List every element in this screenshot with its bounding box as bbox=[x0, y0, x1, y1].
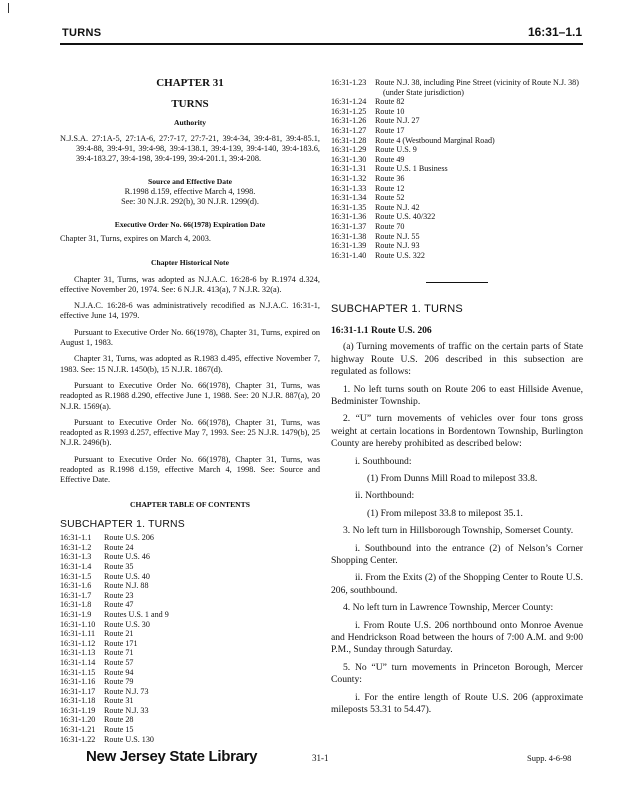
paragraph-4-i: i. From Route U.S. 206 northbound onto Monroe Avenue and Hendrickson Road between the hours of 7:00 A.M. and 9:00 P.M., Sunday through Saturday. bbox=[331, 619, 583, 656]
toc-entry[interactable] bbox=[60, 543, 320, 553]
toc-section-title: Route U.S. 130 bbox=[104, 734, 154, 744]
source-line: R.1998 d.159, effective March 4, 1998. bbox=[124, 187, 256, 197]
toc-entry[interactable] bbox=[331, 164, 583, 174]
toc-section-number: 16:31-1.35 bbox=[331, 202, 367, 212]
toc-section-number: 16:31-1.33 bbox=[331, 183, 367, 193]
paragraph-3-i: i. Southbound into the entrance (2) of Nelson’s Corner Shopping Center. bbox=[331, 542, 583, 566]
toc-entry[interactable] bbox=[60, 572, 320, 582]
toc-section-title: Route N.J. 55 bbox=[375, 231, 420, 241]
section-title: 16:31-1.1 Route U.S. 206 bbox=[331, 325, 432, 337]
toc-entry[interactable] bbox=[331, 136, 583, 146]
toc-section-title: Route 4 (Westbound Marginal Road) bbox=[375, 135, 495, 145]
toc-entry[interactable] bbox=[60, 629, 320, 639]
toc-section-number: 16:31-1.6 bbox=[60, 581, 92, 591]
toc-section-title: Route 21 bbox=[104, 629, 134, 639]
toc-section-number: 16:31-1.7 bbox=[60, 590, 92, 600]
toc-section-title: Route U.S. 206 bbox=[104, 533, 154, 543]
toc-entry[interactable] bbox=[331, 222, 583, 232]
toc-entry[interactable] bbox=[60, 677, 320, 687]
authority-heading: Authority bbox=[173, 117, 207, 127]
library-stamp: New Jersey State Library bbox=[86, 748, 258, 765]
toc-section-title: Route 71 bbox=[104, 648, 134, 658]
toc-entry[interactable] bbox=[331, 241, 583, 251]
toc-section-number: 16:31-1.34 bbox=[331, 193, 367, 203]
toc-section-title: Route U.S. 30 bbox=[104, 619, 150, 629]
authority-text: N.J.S.A. 27:1A-5, 27:1A-6, 27:7-17, 27:7-21, 39:4-34, 39:4-81, 39:4-85.1, 39:4-88, 39:4-91, 39:4-98, 39:4-138.1, 39:4-139, 39:4-140, 39:4-183.6, 39:4-183.27, 39:4-198, 39:4-199, 39:4-201.1, 39:4-208. bbox=[60, 133, 320, 164]
toc-section-number: 16:31-1.20 bbox=[60, 715, 96, 725]
toc-section-number: 16:31-1.38 bbox=[331, 231, 367, 241]
toc-entry[interactable] bbox=[60, 725, 320, 735]
toc-section-number: 16:31-1.39 bbox=[331, 241, 367, 251]
toc-entry[interactable] bbox=[60, 533, 320, 543]
paragraph-2-i-1: (1) From Dunns Mill Road to milepost 33.8. bbox=[367, 472, 538, 484]
toc-section-number: 16:31-1.24 bbox=[331, 97, 367, 107]
toc-entry[interactable] bbox=[331, 184, 583, 194]
toc-entry[interactable] bbox=[60, 735, 320, 745]
toc-section-number: 16:31-1.27 bbox=[331, 125, 367, 135]
toc-section-title: Route 49 bbox=[375, 154, 405, 164]
toc-section-number: 16:31-1.18 bbox=[60, 696, 96, 706]
toc-section-title: Routes U.S. 1 and 9 bbox=[104, 609, 169, 619]
toc-entry[interactable] bbox=[60, 687, 320, 697]
toc-section-title: Route U.S. 40/322 bbox=[375, 212, 436, 222]
eo-text: Chapter 31, Turns, expires on March 4, 2003. bbox=[60, 233, 211, 243]
paragraph-2: 2. “U” turn movements of vehicles over four tons gross weight at certain locations in Bordentown Township, Burlington County are hereby prohibited as described below: bbox=[331, 413, 583, 450]
history-note: Chapter 31, Turns, was adopted as N.J.A.C. 16:28-6 by R.1974 d.324, effective November 20, 1974. See: 6 N.J.R. 413(a), 7 N.J.R. 32(a). bbox=[60, 274, 320, 294]
toc-entry[interactable] bbox=[60, 562, 320, 572]
toc-entry[interactable] bbox=[60, 706, 320, 716]
toc-entry[interactable] bbox=[331, 193, 583, 203]
history-note: Pursuant to Executive Order No. 66(1978), Chapter 31, Turns, was readopted as R.1998 d.159, effective March 4, 1998. See: Source and Effective Date. bbox=[60, 454, 320, 485]
toc-heading: CHAPTER TABLE OF CONTENTS bbox=[130, 499, 250, 509]
toc-section-title: Route N.J. 42 bbox=[375, 202, 420, 212]
toc-entry[interactable] bbox=[331, 251, 583, 261]
paragraph-2-ii-1: (1) From milepost 33.8 to milepost 35.1. bbox=[367, 507, 523, 519]
toc-entry[interactable] bbox=[331, 107, 583, 117]
toc-entry[interactable] bbox=[60, 620, 320, 630]
toc-section-number: 16:31-1.3 bbox=[60, 552, 92, 562]
toc-section-number: 16:31-1.30 bbox=[331, 154, 367, 164]
history-note: Chapter 31, Turns, was adopted as R.1983 d.495, effective November 7, 1983. See: 15 N.J.R. 1450(b), 15 N.J.R. 1867(d). bbox=[60, 354, 320, 374]
subchapter-heading: SUBCHAPTER 1. TURNS bbox=[331, 303, 463, 316]
toc-section-number: 16:31-1.16 bbox=[60, 677, 96, 687]
toc-section-number: 16:31-1.23 bbox=[331, 78, 367, 87]
toc-section-title: Route 28 bbox=[104, 715, 134, 725]
toc-section-number: 16:31-1.11 bbox=[60, 629, 95, 639]
toc-section-title: Route 52 bbox=[375, 193, 405, 203]
toc-section-title: Route N.J. 88 bbox=[104, 581, 149, 591]
toc-section-number: 16:31-1.2 bbox=[60, 542, 92, 552]
toc-section-number: 16:31-1.15 bbox=[60, 667, 96, 677]
toc-entry[interactable] bbox=[60, 696, 320, 706]
toc-section-number: 16:31-1.21 bbox=[60, 725, 96, 735]
toc-section-title: Route 23 bbox=[104, 590, 134, 600]
running-head-left: TURNS bbox=[62, 27, 102, 39]
toc-section-number: 16:31-1.13 bbox=[60, 648, 96, 658]
toc-section-number: 16:31-1.25 bbox=[331, 106, 367, 116]
toc-section-title: Route 31 bbox=[104, 696, 134, 706]
paragraph-1: 1. No left turns south on Route 206 to east Hillside Avenue, Bedminister Township. bbox=[331, 383, 583, 407]
supplement-date: Supp. 4-6-98 bbox=[527, 753, 572, 763]
toc-section-number: 16:31-1.5 bbox=[60, 571, 92, 581]
toc-section-title: Route 79 bbox=[104, 677, 134, 687]
toc-entry[interactable] bbox=[331, 97, 583, 107]
toc-entry[interactable] bbox=[331, 203, 583, 213]
header-rule bbox=[60, 43, 583, 45]
toc-entry[interactable] bbox=[60, 639, 320, 649]
toc-entry[interactable] bbox=[331, 78, 583, 97]
eo-heading: Executive Order No. 66(1978) Expiration Date bbox=[114, 219, 266, 229]
toc-section-number: 16:31-1.10 bbox=[60, 619, 96, 629]
page-number: 31-1 bbox=[312, 753, 329, 763]
toc-section-number: 16:31-1.36 bbox=[331, 212, 367, 222]
toc-section-title: Route 12 bbox=[375, 183, 405, 193]
toc-entry[interactable] bbox=[60, 552, 320, 562]
toc-entry[interactable] bbox=[60, 610, 320, 620]
toc-entry[interactable] bbox=[331, 145, 583, 155]
toc-section-title: Route 15 bbox=[104, 725, 134, 735]
toc-entry[interactable] bbox=[60, 658, 320, 668]
toc-entry[interactable] bbox=[60, 600, 320, 610]
history-note: Pursuant to Executive Order No. 66(1978), Chapter 31, Turns, was readopted as R.1993 d.257, effective May 7, 1993. See: 25 N.J.R. 1479(b), 25 N.J.R. 2496(b). bbox=[60, 417, 320, 448]
toc-section-number: 16:31-1.40 bbox=[331, 250, 367, 260]
scan-mark bbox=[8, 3, 9, 13]
left-column bbox=[60, 78, 320, 744]
toc-section-title: Route 10 bbox=[375, 106, 405, 116]
toc-entry[interactable] bbox=[331, 126, 583, 136]
history-note: N.J.A.C. 16:28-6 was administratively recodified as N.J.A.C. 16:31-1, effective June 14, 1979. bbox=[60, 301, 320, 321]
chapter-title: TURNS bbox=[171, 98, 209, 111]
toc-section-title: Route 36 bbox=[375, 173, 405, 183]
toc-section-number: 16:31-1.29 bbox=[331, 145, 367, 155]
toc-entry[interactable] bbox=[60, 715, 320, 725]
toc-entry[interactable] bbox=[331, 174, 583, 184]
section-divider bbox=[426, 282, 488, 283]
toc-section-number: 16:31-1.32 bbox=[331, 173, 367, 183]
toc-section-number: 16:31-1.26 bbox=[331, 116, 367, 126]
toc-subchapter-label: SUBCHAPTER 1. TURNS bbox=[60, 518, 185, 530]
toc-section-number: 16:31-1.37 bbox=[331, 221, 367, 231]
paragraph-5: 5. No “U” turn movements in Princeton Borough, Mercer County: bbox=[331, 661, 583, 686]
source-citation: See: 30 N.J.R. 292(b), 30 N.J.R. 1299(d). bbox=[121, 197, 259, 207]
toc-entry[interactable] bbox=[60, 648, 320, 658]
history-note: Pursuant to Executive Order No. 66(1978), Chapter 31, Turns, expired on August 1, 1983. bbox=[60, 327, 320, 348]
paragraph-2-i: i. Southbound: bbox=[355, 455, 412, 467]
paragraph-3: 3. No left turn in Hillsborough Township, Somerset County. bbox=[343, 525, 574, 537]
toc-section-title: Route U.S. 9 bbox=[375, 145, 417, 155]
toc-entry[interactable] bbox=[331, 116, 583, 126]
toc-section-title: Route 17 bbox=[375, 125, 405, 135]
toc-section-title: Route 171 bbox=[104, 638, 138, 648]
toc-section-number: 16:31-1.17 bbox=[60, 686, 96, 696]
toc-section-title: Route N.J. 93 bbox=[375, 241, 420, 251]
toc-section-title: Route U.S. 46 bbox=[104, 552, 150, 562]
toc-section-number: 16:31-1.4 bbox=[60, 561, 92, 571]
toc-entry[interactable] bbox=[60, 668, 320, 678]
toc-section-title: Route 82 bbox=[375, 97, 405, 107]
toc-section-title: Route N.J. 27 bbox=[375, 116, 420, 126]
toc-section-number: 16:31-1.22 bbox=[60, 734, 96, 744]
paragraph-3-ii: ii. From the Exits (2) of the Shopping Center to Route U.S. 206, southbound. bbox=[331, 572, 583, 596]
toc-section-number: 16:31-1.12 bbox=[60, 638, 96, 648]
toc-list-left bbox=[60, 533, 320, 744]
toc-section-number: 16:31-1.28 bbox=[331, 135, 367, 145]
toc-entry[interactable] bbox=[60, 591, 320, 601]
chapter-number: CHAPTER 31 bbox=[156, 77, 224, 89]
paragraph-2-ii: ii. Northbound: bbox=[355, 490, 415, 502]
toc-section-title: Route U.S. 1 Business bbox=[375, 164, 448, 174]
toc-section-title: Route N.J. 38, including Pine Street (vicinity of Route N.J. 38) (under State jurisdiction) bbox=[375, 78, 579, 97]
toc-section-title: Route U.S. 322 bbox=[375, 250, 425, 260]
toc-section-title: Route 70 bbox=[375, 221, 405, 231]
toc-section-title: Route 35 bbox=[104, 561, 134, 571]
toc-section-number: 16:31-1.31 bbox=[331, 164, 367, 174]
running-head-right: 16:31–1.1 bbox=[527, 25, 582, 39]
history-heading: Chapter Historical Note bbox=[151, 258, 229, 268]
toc-section-title: Route 24 bbox=[104, 542, 134, 552]
toc-section-number: 16:31-1.19 bbox=[60, 705, 96, 715]
toc-section-number: 16:31-1.1 bbox=[60, 533, 92, 543]
toc-entry[interactable] bbox=[331, 212, 583, 222]
toc-section-title: Route N.J. 33 bbox=[104, 705, 149, 715]
paragraph-a: (a) Turning movements of traffic on the certain parts of State highway Route U.S. 206 described in this subsection are regulated as follows: bbox=[331, 341, 583, 378]
toc-section-number: 16:31-1.9 bbox=[60, 609, 92, 619]
toc-entry[interactable] bbox=[331, 155, 583, 165]
toc-section-title: Route N.J. 73 bbox=[104, 686, 149, 696]
toc-list-right bbox=[331, 78, 583, 260]
toc-section-number: 16:31-1.14 bbox=[60, 657, 96, 667]
toc-entry[interactable] bbox=[331, 232, 583, 242]
toc-section-title: Route U.S. 40 bbox=[104, 571, 150, 581]
toc-section-title: Route 57 bbox=[104, 657, 134, 667]
toc-section-number: 16:31-1.8 bbox=[60, 600, 92, 610]
source-heading: Source and Effective Date bbox=[147, 176, 232, 186]
toc-section-title: Route 47 bbox=[104, 600, 134, 610]
right-column bbox=[331, 78, 583, 716]
toc-section-title: Route 94 bbox=[104, 667, 134, 677]
toc-entry[interactable] bbox=[60, 581, 320, 591]
paragraph-5-i: i. For the entire length of Route U.S. 206 (approximate mileposts 53.31 to 54.47). bbox=[331, 691, 583, 716]
paragraph-4: 4. No left turn in Lawrence Township, Mercer County: bbox=[343, 602, 554, 614]
history-note: Pursuant to Executive Order No. 66(1978), Chapter 31, Turns, was readopted as R.1988 d.290, effective June 1, 1988. See: 20 N.J.R. 887(a), 20 N.J.R. 1569(a). bbox=[60, 380, 320, 411]
